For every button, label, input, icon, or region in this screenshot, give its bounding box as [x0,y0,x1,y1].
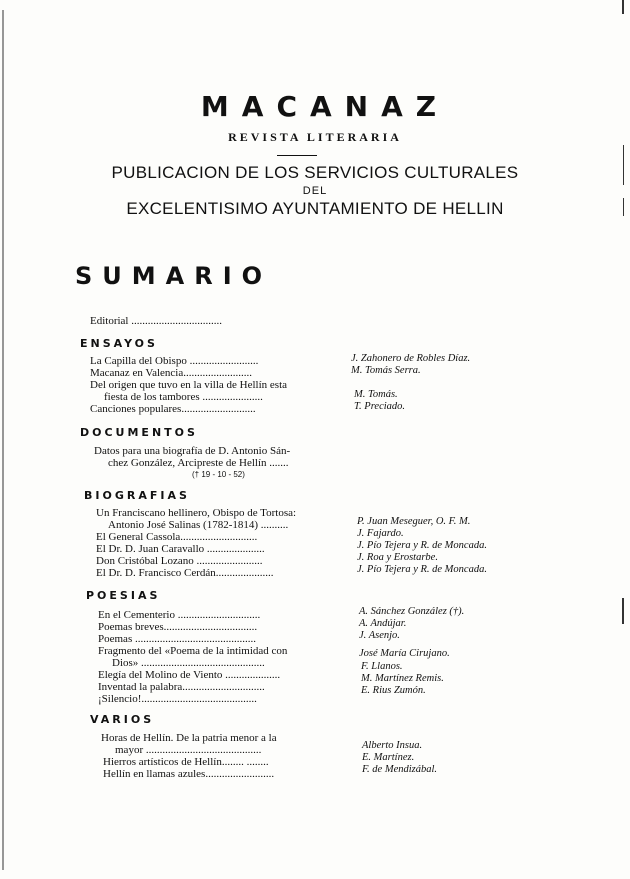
toc-entry-author: E. Rius Zumón. [361,685,426,696]
toc-entry-author: J. Fajardo. [357,528,404,539]
masthead-rule [277,155,317,156]
toc-entry-title: Poemas breves.................................. [98,621,258,633]
section-heading-biografias: BIOGRAFIAS [84,489,190,502]
toc-entry-author: E. Martínez. [362,752,415,763]
section-heading-ensayos: ENSAYOS [80,337,158,350]
toc-entry-author: M. Tomás. [354,389,398,400]
toc-entry-title: Inventad la palabra.............................. [98,681,265,693]
toc-entry-title: fiesta de los tambores ...................... [104,391,263,403]
page-edge-mark [623,145,625,185]
publisher-line-3: EXCELENTISIMO AYUNTAMIENTO DE HELLIN [126,199,504,218]
magazine-subtitle: REVISTA LITERARIA [228,130,402,144]
toc-entry-author: F. de Mendizábal. [362,764,438,775]
sumario-title: SUMARIO [75,262,273,290]
page-edge-mark [622,598,624,624]
toc-entry-author: J. Asenjo. [359,630,400,641]
toc-entry-title: Antonio José Salinas (1782-1814) .......... [108,519,289,531]
editorial-entry: Editorial ................................. [90,315,222,327]
publisher-line-2: DEL [302,185,328,197]
toc-entry-title: Fragmento del «Poema de la intimidad con [98,645,288,657]
toc-entry-title: La Capilla del Obispo ......................... [90,355,259,367]
toc-entry-author: J. Pío Tejera y R. de Moncada. [357,564,487,575]
toc-entry-author: Alberto Insua. [362,740,423,751]
toc-entry-title: Un Franciscano hellinero, Obispo de Tortosa: [96,507,297,519]
toc-entry-title: Macanaz en Valencia......................... [90,367,252,379]
toc-entry-title: Del origen que tuvo en la villa de Hellín esta [90,379,288,391]
publisher-line-1: PUBLICACION DE LOS SERVICIOS CULTURALES [111,163,519,182]
toc-entry-title: Datos para una biografía de D. Antonio Sán- [94,445,291,457]
toc-entry-author: M. Tomás Serra. [351,365,421,376]
toc-entry-title: mayor .......................................... [115,744,262,756]
toc-entry-author: J. Zahonero de Robles Díaz. [351,353,471,364]
toc-entry-title: Elegía del Molino de Viento .................... [98,669,281,681]
toc-entry-title: El Dr. D. Juan Caravallo ..................... [96,543,265,555]
toc-entry-title: El General Cassola............................ [96,531,258,543]
toc-entry-title: Horas de Hellín. De la patria menor a la [101,732,277,744]
toc-entry-author: A. Andújar. [359,618,407,629]
toc-entry-title: Hellín en llamas azules......................... [103,768,275,780]
section-heading-poesias: POESIAS [86,589,161,602]
toc-entry-date-note: († 19 - 10 - 52) [192,470,245,479]
section-heading-documentos: DOCUMENTOS [80,426,198,439]
toc-entry-title: Poemas ............................................ [98,633,256,645]
page-edge-mark [623,198,625,216]
toc-entry-author: M. Martínez Remis. [361,673,444,684]
toc-entry-title: El Dr. D. Francisco Cerdán..................... [96,567,274,579]
toc-entry-title: Don Cristóbal Lozano ........................ [96,555,263,567]
toc-entry-author: J. Pío Tejera y R. de Moncada. [357,540,487,551]
toc-entry-title: Hierros artísticos de Hellín........ ........ [103,756,269,768]
section-heading-varios: VARIOS [90,713,155,726]
magazine-title: MACANAZ [200,90,450,123]
toc-entry-title: En el Cementerio .............................. [98,609,261,621]
toc-entry-author: José María Cirujano. [359,648,450,659]
toc-entry-title: Canciones populares........................... [90,403,256,415]
toc-entry-title: Dios» ............................................. [112,657,265,669]
toc-entry-title: ¡Silencio!.......................................... [98,693,257,705]
toc-entry-title: chez González, Arcipreste de Hellín ....... [108,457,289,469]
toc-entry-author: P. Juan Meseguer, O. F. M. [357,516,471,527]
toc-entry-author: F. Llanos. [361,661,403,672]
toc-entry-author: T. Preciado. [354,401,406,412]
toc-entry-author: J. Roa y Erostarbe. [357,552,438,563]
toc-entry-author: A. Sánchez González (†). [359,606,465,617]
page-edge-mark [622,0,624,14]
